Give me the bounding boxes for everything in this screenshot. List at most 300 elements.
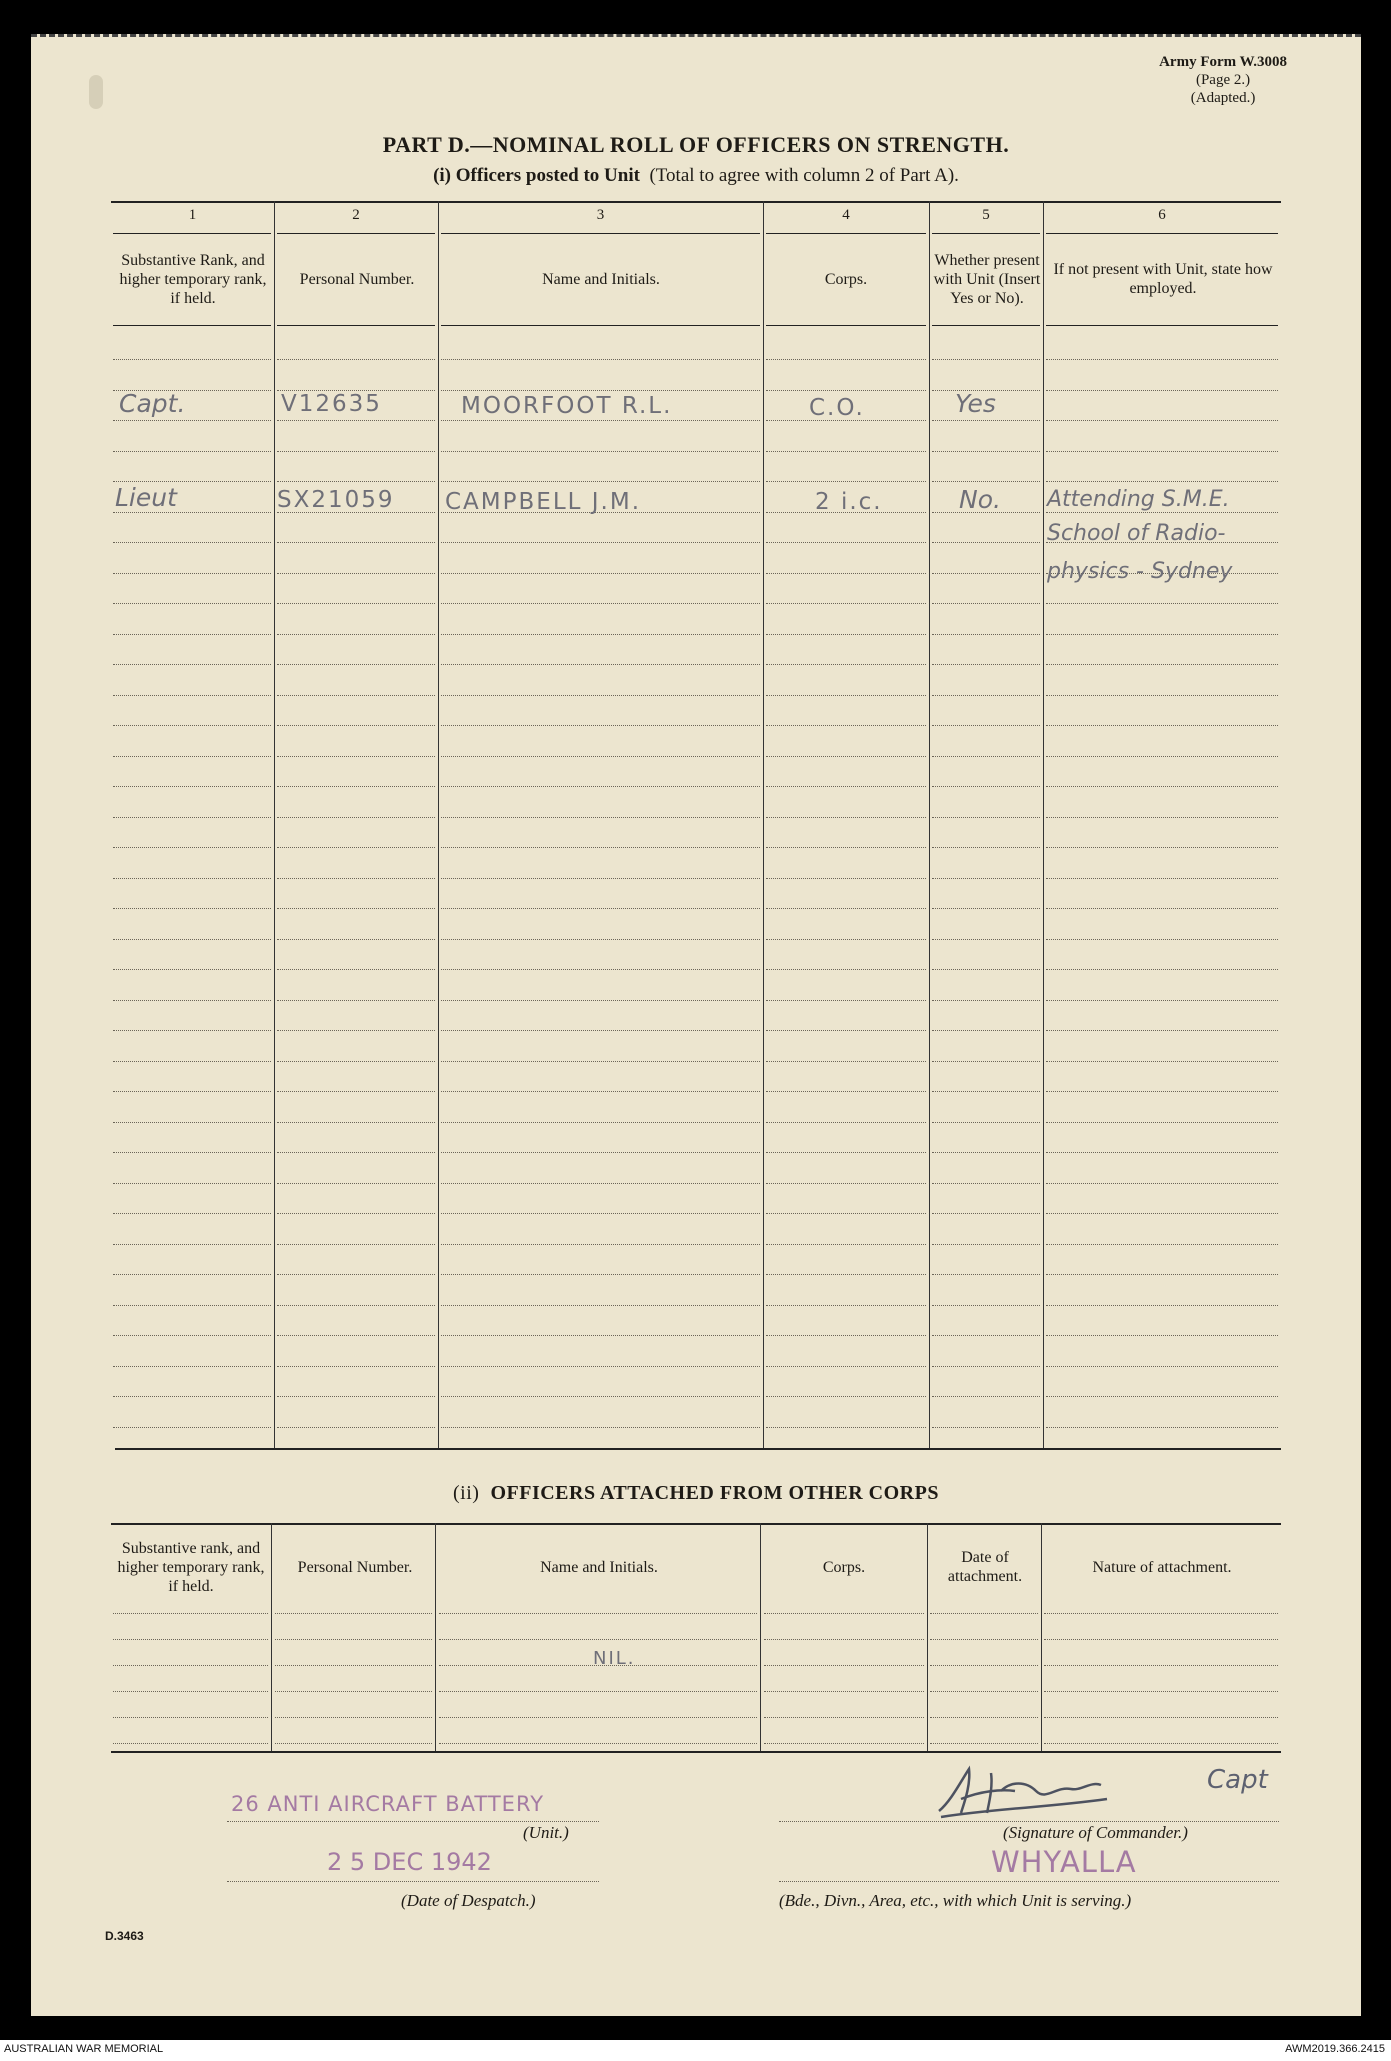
ruled-line — [932, 573, 1040, 574]
ruled-line — [441, 390, 760, 391]
ruled-line — [113, 451, 271, 452]
ruled-line — [113, 1396, 271, 1397]
ruled-line — [113, 603, 271, 604]
header-rule-3a — [441, 233, 760, 234]
part-ii-heading: OFFICERS ATTACHED FROM OTHER CORPS — [490, 1482, 939, 1504]
ruled-line — [766, 573, 926, 574]
ruled-line — [439, 1743, 757, 1744]
ruled-line — [766, 1091, 926, 1092]
ruled-line — [277, 786, 435, 787]
ruled-line — [932, 1122, 1040, 1123]
ruled-line — [1046, 664, 1278, 665]
ruled-line — [930, 1743, 1038, 1744]
ruled-line — [441, 664, 760, 665]
ruled-line — [1046, 451, 1278, 452]
archive-footer — [0, 2040, 1391, 2061]
ruled-line — [113, 1091, 271, 1092]
ruled-line — [277, 359, 435, 360]
col-number-6: 6 — [1158, 207, 1166, 223]
ruled-line — [441, 1122, 760, 1123]
ruled-line — [277, 1366, 435, 1367]
form-number: Army Form W.3008 — [1159, 54, 1287, 70]
ruled-line — [441, 634, 760, 635]
ruled-line — [113, 908, 271, 909]
ruled-line — [766, 969, 926, 970]
ruled-line — [113, 1366, 271, 1367]
ruled-line — [441, 1061, 760, 1062]
ruled-line — [113, 756, 271, 757]
ruled-line — [441, 359, 760, 360]
ruled-line — [932, 1030, 1040, 1031]
form-reference — [1159, 53, 1287, 107]
ruled-line — [277, 420, 435, 421]
ruled-line — [1046, 603, 1278, 604]
ruled-line — [1046, 786, 1278, 787]
ruled-line — [1046, 878, 1278, 879]
ruled-line — [932, 695, 1040, 696]
ruled-line — [766, 756, 926, 757]
ruled-line — [113, 1213, 271, 1214]
ruled-line — [1044, 1613, 1278, 1614]
ruled-line — [766, 695, 926, 696]
ruled-line — [932, 1244, 1040, 1245]
ruled-line — [113, 1183, 271, 1184]
ruled-line — [113, 1691, 268, 1692]
ruled-line — [113, 359, 271, 360]
ruled-line — [1046, 634, 1278, 635]
ruled-line — [441, 1427, 760, 1428]
ruled-line — [1046, 1152, 1278, 1153]
ruled-line — [932, 1213, 1040, 1214]
punch-hole — [89, 75, 103, 109]
ruled-line — [113, 1717, 268, 1718]
ruled-line — [764, 1691, 924, 1692]
unit-caption: (Unit.) — [523, 1823, 569, 1842]
unit-line — [227, 1821, 599, 1822]
ruled-line — [930, 1717, 1038, 1718]
header-rule-5b — [932, 325, 1040, 326]
ruled-line — [932, 542, 1040, 543]
ruled-line — [766, 1030, 926, 1031]
ruled-line — [113, 1743, 268, 1744]
row2-corps: 2 i.c. — [815, 489, 883, 515]
col-number-1: 1 — [188, 207, 197, 223]
ruled-line — [932, 420, 1040, 421]
header-rule-1b — [113, 325, 271, 326]
ruled-line — [1046, 481, 1278, 482]
ruled-line — [766, 1396, 926, 1397]
ruled-line — [277, 1183, 435, 1184]
col-divider-3 — [763, 201, 764, 1448]
ruled-line — [277, 695, 435, 696]
ruled-line — [113, 878, 271, 879]
ruled-line — [1046, 847, 1278, 848]
ruled-line — [277, 1427, 435, 1428]
ruled-line — [932, 908, 1040, 909]
ruled-line — [766, 1152, 926, 1153]
signature-caption: (Signature of Commander.) — [1003, 1823, 1188, 1842]
ruled-line — [277, 1274, 435, 1275]
ruled-line — [441, 695, 760, 696]
ruled-line — [1046, 1091, 1278, 1092]
ruled-line — [113, 573, 271, 574]
col-header-corps: Corps. — [824, 270, 868, 288]
row1-rank: Capt. — [119, 389, 186, 418]
part-ii-divider-5 — [1041, 1523, 1042, 1751]
location-stamp: WHYALLA — [991, 1845, 1137, 1879]
ruled-line — [113, 725, 271, 726]
ruled-line — [932, 1427, 1040, 1428]
ruled-line — [441, 1366, 760, 1367]
ruled-line — [441, 451, 760, 452]
form-adapted: (Adapted.) — [1190, 90, 1256, 106]
date-line — [227, 1881, 599, 1882]
part-ii-header-rank: Substantive rank, and higher temporary rank, if held. — [117, 1539, 265, 1595]
date-caption: (Date of Despatch.) — [401, 1891, 536, 1910]
ruled-line — [766, 1213, 926, 1214]
header-rule-6a — [1046, 233, 1278, 234]
ruled-line — [766, 1122, 926, 1123]
header-rule-3b — [441, 325, 760, 326]
header-rule-4b — [766, 325, 926, 326]
col-header-rank: Substantive Rank, and higher temporary rank, if held. — [119, 251, 267, 307]
header-rule-6b — [1046, 325, 1278, 326]
ruled-line — [932, 878, 1040, 879]
ruled-line — [766, 359, 926, 360]
ruled-line — [113, 939, 271, 940]
ruled-line — [766, 481, 926, 482]
ruled-line — [932, 664, 1040, 665]
ruled-line — [275, 1665, 432, 1666]
ruled-line — [441, 573, 760, 574]
form-code: D.3463 — [105, 1929, 144, 1943]
col-header-name: Name and Initials. — [542, 270, 660, 288]
ruled-line — [930, 1665, 1038, 1666]
ruled-line — [766, 786, 926, 787]
ruled-line — [441, 1213, 760, 1214]
ruled-line — [1046, 420, 1278, 421]
ruled-line — [277, 1244, 435, 1245]
col-header-personal-number: Personal Number. — [299, 270, 415, 288]
archive-name: AUSTRALIAN WAR MEMORIAL — [4, 2043, 164, 2055]
row2-employment-3: physics - Sydney — [1047, 559, 1233, 584]
ruled-line — [1044, 1691, 1278, 1692]
part-ii-divider-4 — [927, 1523, 928, 1751]
ruled-line — [1046, 1000, 1278, 1001]
ruled-line — [932, 939, 1040, 940]
part-ii-divider-2 — [435, 1523, 436, 1751]
header-rule-5a — [932, 233, 1040, 234]
ruled-line — [441, 939, 760, 940]
part-ii-header-corps: Corps. — [822, 1558, 866, 1576]
ruled-line — [1044, 1639, 1278, 1640]
ruled-line — [277, 817, 435, 818]
row2-present: No. — [959, 485, 1001, 514]
ruled-line — [275, 1743, 432, 1744]
ruled-line — [764, 1743, 924, 1744]
part-d-subtitle — [31, 165, 1361, 187]
ruled-line — [441, 756, 760, 757]
row2-rank: Lieut — [115, 483, 177, 512]
part-d-subtitle-bold: (i) Officers posted to Unit — [433, 165, 640, 186]
ruled-line — [277, 878, 435, 879]
ruled-line — [766, 1244, 926, 1245]
ruled-line — [1046, 695, 1278, 696]
ruled-line — [277, 573, 435, 574]
ruled-line — [766, 664, 926, 665]
col-header-employment: If not present with Unit, state how employed. — [1053, 261, 1273, 297]
ruled-line — [932, 969, 1040, 970]
col-header-present: Whether present with Unit (Insert Yes or No). — [933, 251, 1041, 307]
ruled-line — [277, 603, 435, 604]
ruled-line — [441, 969, 760, 970]
ruled-line — [932, 1152, 1040, 1153]
ruled-line — [277, 1061, 435, 1062]
ruled-line — [113, 481, 271, 482]
ruled-line — [441, 1152, 760, 1153]
ruled-line — [766, 603, 926, 604]
ruled-line — [441, 908, 760, 909]
table-top-rule — [111, 201, 1281, 203]
ruled-line — [277, 1091, 435, 1092]
ruled-line — [1046, 908, 1278, 909]
ruled-line — [766, 542, 926, 543]
ruled-line — [113, 1274, 271, 1275]
part-d-subtitle-rest: (Total to agree with column 2 of Part A). — [649, 165, 959, 186]
ruled-line — [1044, 1717, 1278, 1718]
ruled-line — [766, 1061, 926, 1062]
ruled-line — [1046, 390, 1278, 391]
ruled-line — [113, 847, 271, 848]
ruled-line — [1046, 969, 1278, 970]
ruled-line — [930, 1691, 1038, 1692]
ruled-line — [766, 817, 926, 818]
ruled-line — [1046, 756, 1278, 757]
ruled-line — [932, 451, 1040, 452]
part-ii-header-number: Personal Number. — [297, 1558, 413, 1576]
ruled-line — [766, 908, 926, 909]
ruled-line — [275, 1691, 432, 1692]
ruled-line — [277, 756, 435, 757]
ruled-line — [441, 817, 760, 818]
col-number-4: 4 — [842, 207, 850, 223]
ruled-line — [1046, 725, 1278, 726]
ruled-line — [1046, 1396, 1278, 1397]
ruled-line — [113, 634, 271, 635]
ruled-line — [277, 725, 435, 726]
ruled-line — [932, 786, 1040, 787]
ruled-line — [932, 756, 1040, 757]
ruled-line — [277, 664, 435, 665]
ruled-line — [766, 1305, 926, 1306]
ruled-line — [766, 1274, 926, 1275]
ruled-line — [1046, 1122, 1278, 1123]
ruled-line — [113, 1305, 271, 1306]
ruled-line — [1046, 1030, 1278, 1031]
ruled-line — [932, 481, 1040, 482]
col-number-5: 5 — [982, 207, 990, 223]
ruled-line — [277, 481, 435, 482]
col-divider-1 — [274, 201, 275, 1448]
part-d-title: PART D.—NOMINAL ROLL OF OFFICERS ON STRENGTH. — [382, 132, 1010, 157]
ruled-line — [441, 878, 760, 879]
ruled-line — [277, 969, 435, 970]
ruled-line — [932, 1274, 1040, 1275]
ruled-line — [764, 1665, 924, 1666]
unit-stamp: 26 ANTI AIRCRAFT BATTERY — [231, 1792, 545, 1816]
ruled-line — [932, 359, 1040, 360]
row2-employment-1: Attending S.M.E. — [1047, 487, 1230, 512]
archive-id: AWM2019.366.2415 — [1285, 2043, 1385, 2055]
ruled-line — [441, 1335, 760, 1336]
ruled-line — [1046, 1274, 1278, 1275]
ruled-line — [275, 1613, 432, 1614]
ruled-line — [766, 725, 926, 726]
ruled-line — [932, 1183, 1040, 1184]
ruled-line — [113, 1427, 271, 1428]
ruled-line — [113, 969, 271, 970]
location-caption: (Bde., Divn., Area, etc., with which Unit is serving.) — [779, 1891, 1132, 1910]
ruled-line — [441, 1000, 760, 1001]
part-ii-divider-1 — [271, 1523, 272, 1751]
ruled-line — [113, 1030, 271, 1031]
ruled-line — [441, 1305, 760, 1306]
ruled-line — [1046, 817, 1278, 818]
ruled-line — [441, 1244, 760, 1245]
ruled-line — [441, 542, 760, 543]
ruled-line — [277, 1213, 435, 1214]
ruled-line — [1046, 1305, 1278, 1306]
ruled-line — [441, 1030, 760, 1031]
ruled-line — [766, 451, 926, 452]
row1-present: Yes — [955, 389, 996, 418]
signature-scribble — [931, 1751, 1111, 1831]
ruled-line — [439, 1639, 757, 1640]
part-ii-header-nature: Nature of attachment. — [1092, 1558, 1232, 1576]
ruled-line — [766, 1335, 926, 1336]
ruled-line — [766, 634, 926, 635]
part-ii-header-date: Date of attachment. — [947, 1549, 1023, 1585]
ruled-line — [1046, 1366, 1278, 1367]
signature-rank: Capt — [1207, 1765, 1268, 1795]
ruled-line — [113, 542, 271, 543]
ruled-line — [1044, 1665, 1278, 1666]
col-divider-2 — [438, 201, 439, 1448]
ruled-line — [932, 1396, 1040, 1397]
ruled-line — [439, 1717, 757, 1718]
ruled-line — [932, 1335, 1040, 1336]
ruled-line — [113, 817, 271, 818]
part-ii-top-rule — [111, 1523, 1281, 1525]
ruled-line — [1046, 1183, 1278, 1184]
ruled-line — [766, 939, 926, 940]
part-ii-prefix: (ii) — [453, 1482, 480, 1504]
ruled-line — [113, 1639, 268, 1640]
ruled-line — [113, 1613, 268, 1614]
col-number-2: 2 — [352, 207, 360, 223]
ruled-line — [277, 847, 435, 848]
ruled-line — [441, 786, 760, 787]
ruled-line — [1046, 939, 1278, 940]
ruled-line — [441, 1091, 760, 1092]
ruled-line — [1046, 359, 1278, 360]
ruled-line — [277, 1335, 435, 1336]
row2-employment-2: School of Radio- — [1047, 521, 1226, 546]
ruled-line — [277, 1152, 435, 1153]
ruled-line — [113, 786, 271, 787]
ruled-line — [441, 1183, 760, 1184]
ruled-line — [113, 1122, 271, 1123]
table-bottom-rule — [115, 1448, 1281, 1450]
ruled-line — [764, 1717, 924, 1718]
ruled-line — [1046, 1335, 1278, 1336]
ruled-line — [277, 908, 435, 909]
ruled-line — [277, 542, 435, 543]
row1-corps: C.O. — [809, 395, 865, 421]
header-rule-2a — [277, 233, 435, 234]
ruled-line — [764, 1639, 924, 1640]
ruled-line — [441, 847, 760, 848]
part-ii-nil-entry: NIL. — [593, 1648, 636, 1669]
ruled-line — [441, 481, 760, 482]
form-page-number: (Page 2.) — [1195, 72, 1251, 88]
ruled-line — [113, 420, 271, 421]
ruled-line — [277, 1305, 435, 1306]
ruled-line — [764, 1613, 924, 1614]
ruled-line — [766, 1183, 926, 1184]
ruled-line — [932, 1061, 1040, 1062]
signature-line — [779, 1821, 1279, 1822]
location-line — [779, 1881, 1279, 1882]
ruled-line — [1044, 1743, 1278, 1744]
date-stamp: 2 5 DEC 1942 — [327, 1848, 492, 1876]
col-number-3: 3 — [596, 207, 605, 223]
ruled-line — [1046, 1244, 1278, 1245]
ruled-line — [275, 1639, 432, 1640]
ruled-line — [113, 695, 271, 696]
ruled-line — [113, 1665, 268, 1666]
ruled-line — [766, 847, 926, 848]
ruled-line — [441, 1396, 760, 1397]
ruled-line — [277, 1122, 435, 1123]
ruled-line — [439, 1691, 757, 1692]
ruled-line — [930, 1639, 1038, 1640]
header-rule-1a — [113, 233, 271, 234]
ruled-line — [932, 817, 1040, 818]
ruled-line — [932, 725, 1040, 726]
part-ii-header-name: Name and Initials. — [540, 1558, 658, 1576]
ruled-line — [277, 1030, 435, 1031]
ruled-line — [1046, 1213, 1278, 1214]
ruled-line — [113, 1152, 271, 1153]
row1-number: V12635 — [281, 391, 382, 417]
ruled-line — [932, 1000, 1040, 1001]
header-rule-4a — [766, 233, 926, 234]
ruled-line — [441, 1274, 760, 1275]
ruled-line — [277, 939, 435, 940]
ruled-line — [277, 451, 435, 452]
col-divider-4 — [929, 201, 930, 1448]
ruled-line — [932, 634, 1040, 635]
ruled-line — [113, 1061, 271, 1062]
ruled-line — [1046, 1061, 1278, 1062]
ruled-line — [932, 1305, 1040, 1306]
ruled-line — [932, 1091, 1040, 1092]
ruled-line — [113, 1244, 271, 1245]
ruled-line — [275, 1717, 432, 1718]
ruled-line — [766, 1427, 926, 1428]
part-ii-title — [31, 1482, 1361, 1505]
